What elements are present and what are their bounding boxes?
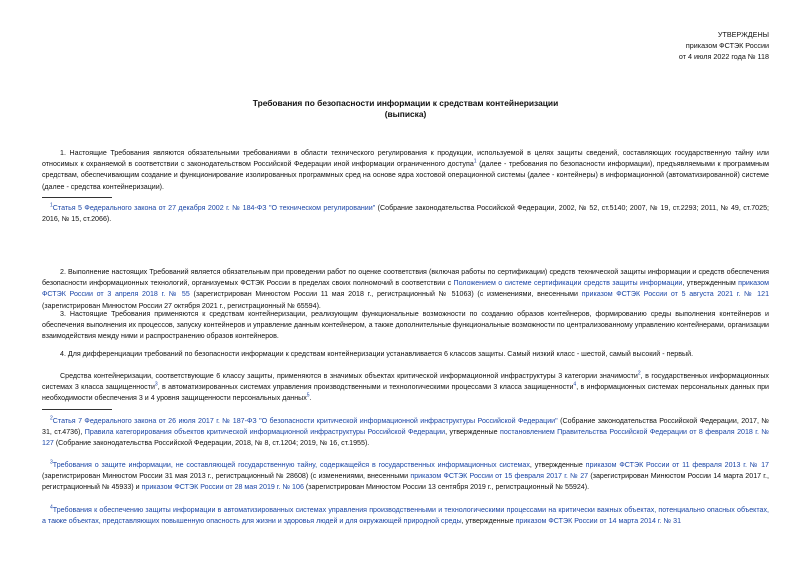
title-line-2: (выписка) xyxy=(384,109,427,119)
paragraph-2-text-1: 2. Выполнение настоящих Требований является обязательным при проведении работ по оценке соответствия (включая работы по сертификации) средств технической защиты информации и средств обеспечения безопасности информационных технологий, организуемых ФСТЭК России в пределах своих полномочий в соответствии с xyxy=(42,268,769,288)
footnote-4 xyxy=(42,505,769,527)
law-187-link[interactable]: Статья 7 Федерального закона от 26 июля 2017 г. № 187-ФЗ "О безопасности критической информационной инфраструктуры Российской Федерации" xyxy=(52,417,558,425)
footnote-4-text-1: , утвержденные xyxy=(461,517,516,526)
order-31-link[interactable]: приказом ФСТЭК России от 14 марта 2014 г. № 31 xyxy=(515,517,682,526)
categorization-rules-link[interactable]: Правила категорирования объектов критической информационной инфраструктуры Российской Федерации xyxy=(84,428,446,437)
footnote-separator xyxy=(42,197,112,198)
paragraph-2-text-3: (зарегистрирован Минюстом России 11 мая 2018 г., регистрационный № 51063) (с изменениями, внесенными xyxy=(189,290,582,299)
footnote-marker-4[interactable]: 4 xyxy=(573,381,577,388)
acs-requirements-link[interactable]: Требования к обеспечению защиты информации в автоматизированных системах управления производственными и технологическими процессами на критически важных объектах, потенциально опасных объектах, а также объектах, представляющих повышенную опасность для жизни и здоровья людей и для окружающей природной среды xyxy=(42,506,769,526)
paragraph-5 xyxy=(42,371,769,405)
footnote-3-text-2: (зарегистрирован Минюстом России 31 мая 2013 г., регистрационный № 28608) (с изменениями, внесенными xyxy=(42,472,411,481)
footnote-3-text-3: (зарегистрирован Минюстом России 14 марта 2017 г., регистрационный № 45933) и xyxy=(42,472,769,492)
footnote-marker-1: 1 xyxy=(50,202,53,209)
paragraph-3: 3. Настоящие Требования применяются к средствам контейнеризации, реализующим функциональные возможности по созданию образов контейнеров, формированию среды выполнения контейнеров и обеспечения выполнения их процессов, запуску контейнеров и управление данным контейнером, а также дополнительные функциональные возможности по централизованному управлению контейнерами, организации взаимодействия между ними и распространению образов контейнеров. xyxy=(42,310,769,341)
government-decree-127-link[interactable]: постановлением Правительства Российской Федерации от 8 февраля 2018 г. № 127 xyxy=(42,428,769,448)
footnote-2 xyxy=(42,416,769,450)
footnote-3 xyxy=(42,460,769,494)
paragraph-2 xyxy=(42,267,769,312)
document-title xyxy=(42,98,769,120)
approval-line-2: приказом ФСТЭК России xyxy=(685,41,769,50)
footnote-marker-3[interactable]: 3 xyxy=(154,381,158,388)
footnote-marker-2[interactable]: 2 xyxy=(637,370,641,377)
paragraph-4: 4. Для дифференциации требований по безопасности информации к средствам контейнеризации устанавливается 6 классов защиты. Самый низкий класс - шестой, самый высокий - первый. xyxy=(60,350,694,358)
order-121-link[interactable]: приказом ФСТЭК России от 5 августа 2021 г. № 121 xyxy=(581,290,770,299)
paragraph-2-text-2: , утвержденным xyxy=(682,279,739,288)
gis-requirements-link[interactable]: Требования о защите информации, не составляющей государственную тайну, содержащейся в государственных информационных системах xyxy=(52,461,530,469)
order-27-link[interactable]: приказом ФСТЭК России от 15 февраля 2017 г. № 27 xyxy=(410,472,589,481)
footnote-1 xyxy=(42,203,769,225)
title-line-1: Требования по безопасности информации к средствам контейнеризации xyxy=(252,98,559,108)
approval-line-1: УТВЕРЖДЕНЫ xyxy=(717,30,769,39)
paragraph-5-text-3: , в автоматизированных системах управления производственными и технологическими процессами 3 класса защищенности xyxy=(157,383,574,392)
footnote-2-text-3: (Собрание законодательства Российской Федерации, 2018, № 8, ст.1204; 2019, № 16, ст.1955). xyxy=(53,439,370,448)
paragraph-1-tail: (далее - требования по безопасности информации), предъявляемыми к программным средствам, обеспечивающим создание и функционирование изолированных программных сред на основе ядра хостовой операционной системы (далее - контейнеры) в информационной (автоматизированной) системе (далее - средства контейнеризации). xyxy=(42,160,769,191)
certification-regulation-link[interactable]: Положением о системе сертификации средств защиты информации xyxy=(453,279,683,288)
footnote-1-link[interactable]: Статья 5 Федерального закона от 27 декабря 2002 г. № 184-ФЗ "О техническом регулировании" xyxy=(52,204,376,212)
footnote-1-text: (Собрание законодательства Российской Федерации, 2002, № 52, ст.5140; 2007, № 19, ст.2293; 2011, № 49, ст.7025; 2016, № 15, ст.2066). xyxy=(42,204,769,224)
approval-line-3: от 4 июля 2022 года № 118 xyxy=(678,52,769,61)
footnote-3-text-1: , утвержденные xyxy=(529,461,586,469)
footnote-marker-3: 3 xyxy=(50,459,53,466)
paragraph-2-text-4: (зарегистрирован Минюстом России 27 октября 2021 г., регистрационный № 65594). xyxy=(42,301,321,310)
footnote-marker-1[interactable]: 1 xyxy=(473,158,477,165)
footnote-separator xyxy=(42,409,112,410)
footnote-marker-2: 2 xyxy=(50,415,53,422)
order-106-link[interactable]: приказом ФСТЭК России от 28 мая 2019 г. № 106 xyxy=(141,483,304,492)
footnote-marker-4: 4 xyxy=(50,504,53,511)
paragraph-1 xyxy=(42,148,769,193)
approval-block xyxy=(549,29,769,62)
order-17-link[interactable]: приказом ФСТЭК России от 11 февраля 2013 г. № 17 xyxy=(585,461,770,469)
paragraph-5-text-4: , в информационных системах персональных данных при необходимости обеспечения 3 и 4 уровня защищенности персональных данных xyxy=(42,383,769,403)
paragraph-5-text-1: Средства контейнеризации, соответствующие 6 классу защиты, применяются в значимых объектах критической информационной инфраструктуры 3 категории значимости xyxy=(60,372,638,380)
paragraph-5-text-2: , в государственных информационных системах 3 класса защищенности xyxy=(42,372,769,392)
footnote-2-text-1: (Собрание законодательства Российской Федерации, 2017, № 31, ст.4736), xyxy=(42,417,770,437)
paragraph-1-text: 1. Настоящие Требования являются обязательными требованиями в области технического регулирования к продукции, используемой в целях защиты сведений, составляющих государственную тайну или относимых к охраняемой в соответствии с законодательством Российской Федерации иной информации ограниченного доступа xyxy=(42,149,769,169)
paragraph-5-text-5: . xyxy=(309,394,312,403)
order-55-link[interactable]: приказом ФСТЭК России от 3 апреля 2018 г. № 55 xyxy=(42,279,770,299)
footnote-3-text-4: (зарегистрирован Минюстом России 13 сентября 2019 г., регистрационный № 55924). xyxy=(303,483,590,492)
footnote-2-text-2: , утвержденные xyxy=(445,428,500,437)
footnote-marker-5[interactable]: 5 xyxy=(306,393,310,400)
